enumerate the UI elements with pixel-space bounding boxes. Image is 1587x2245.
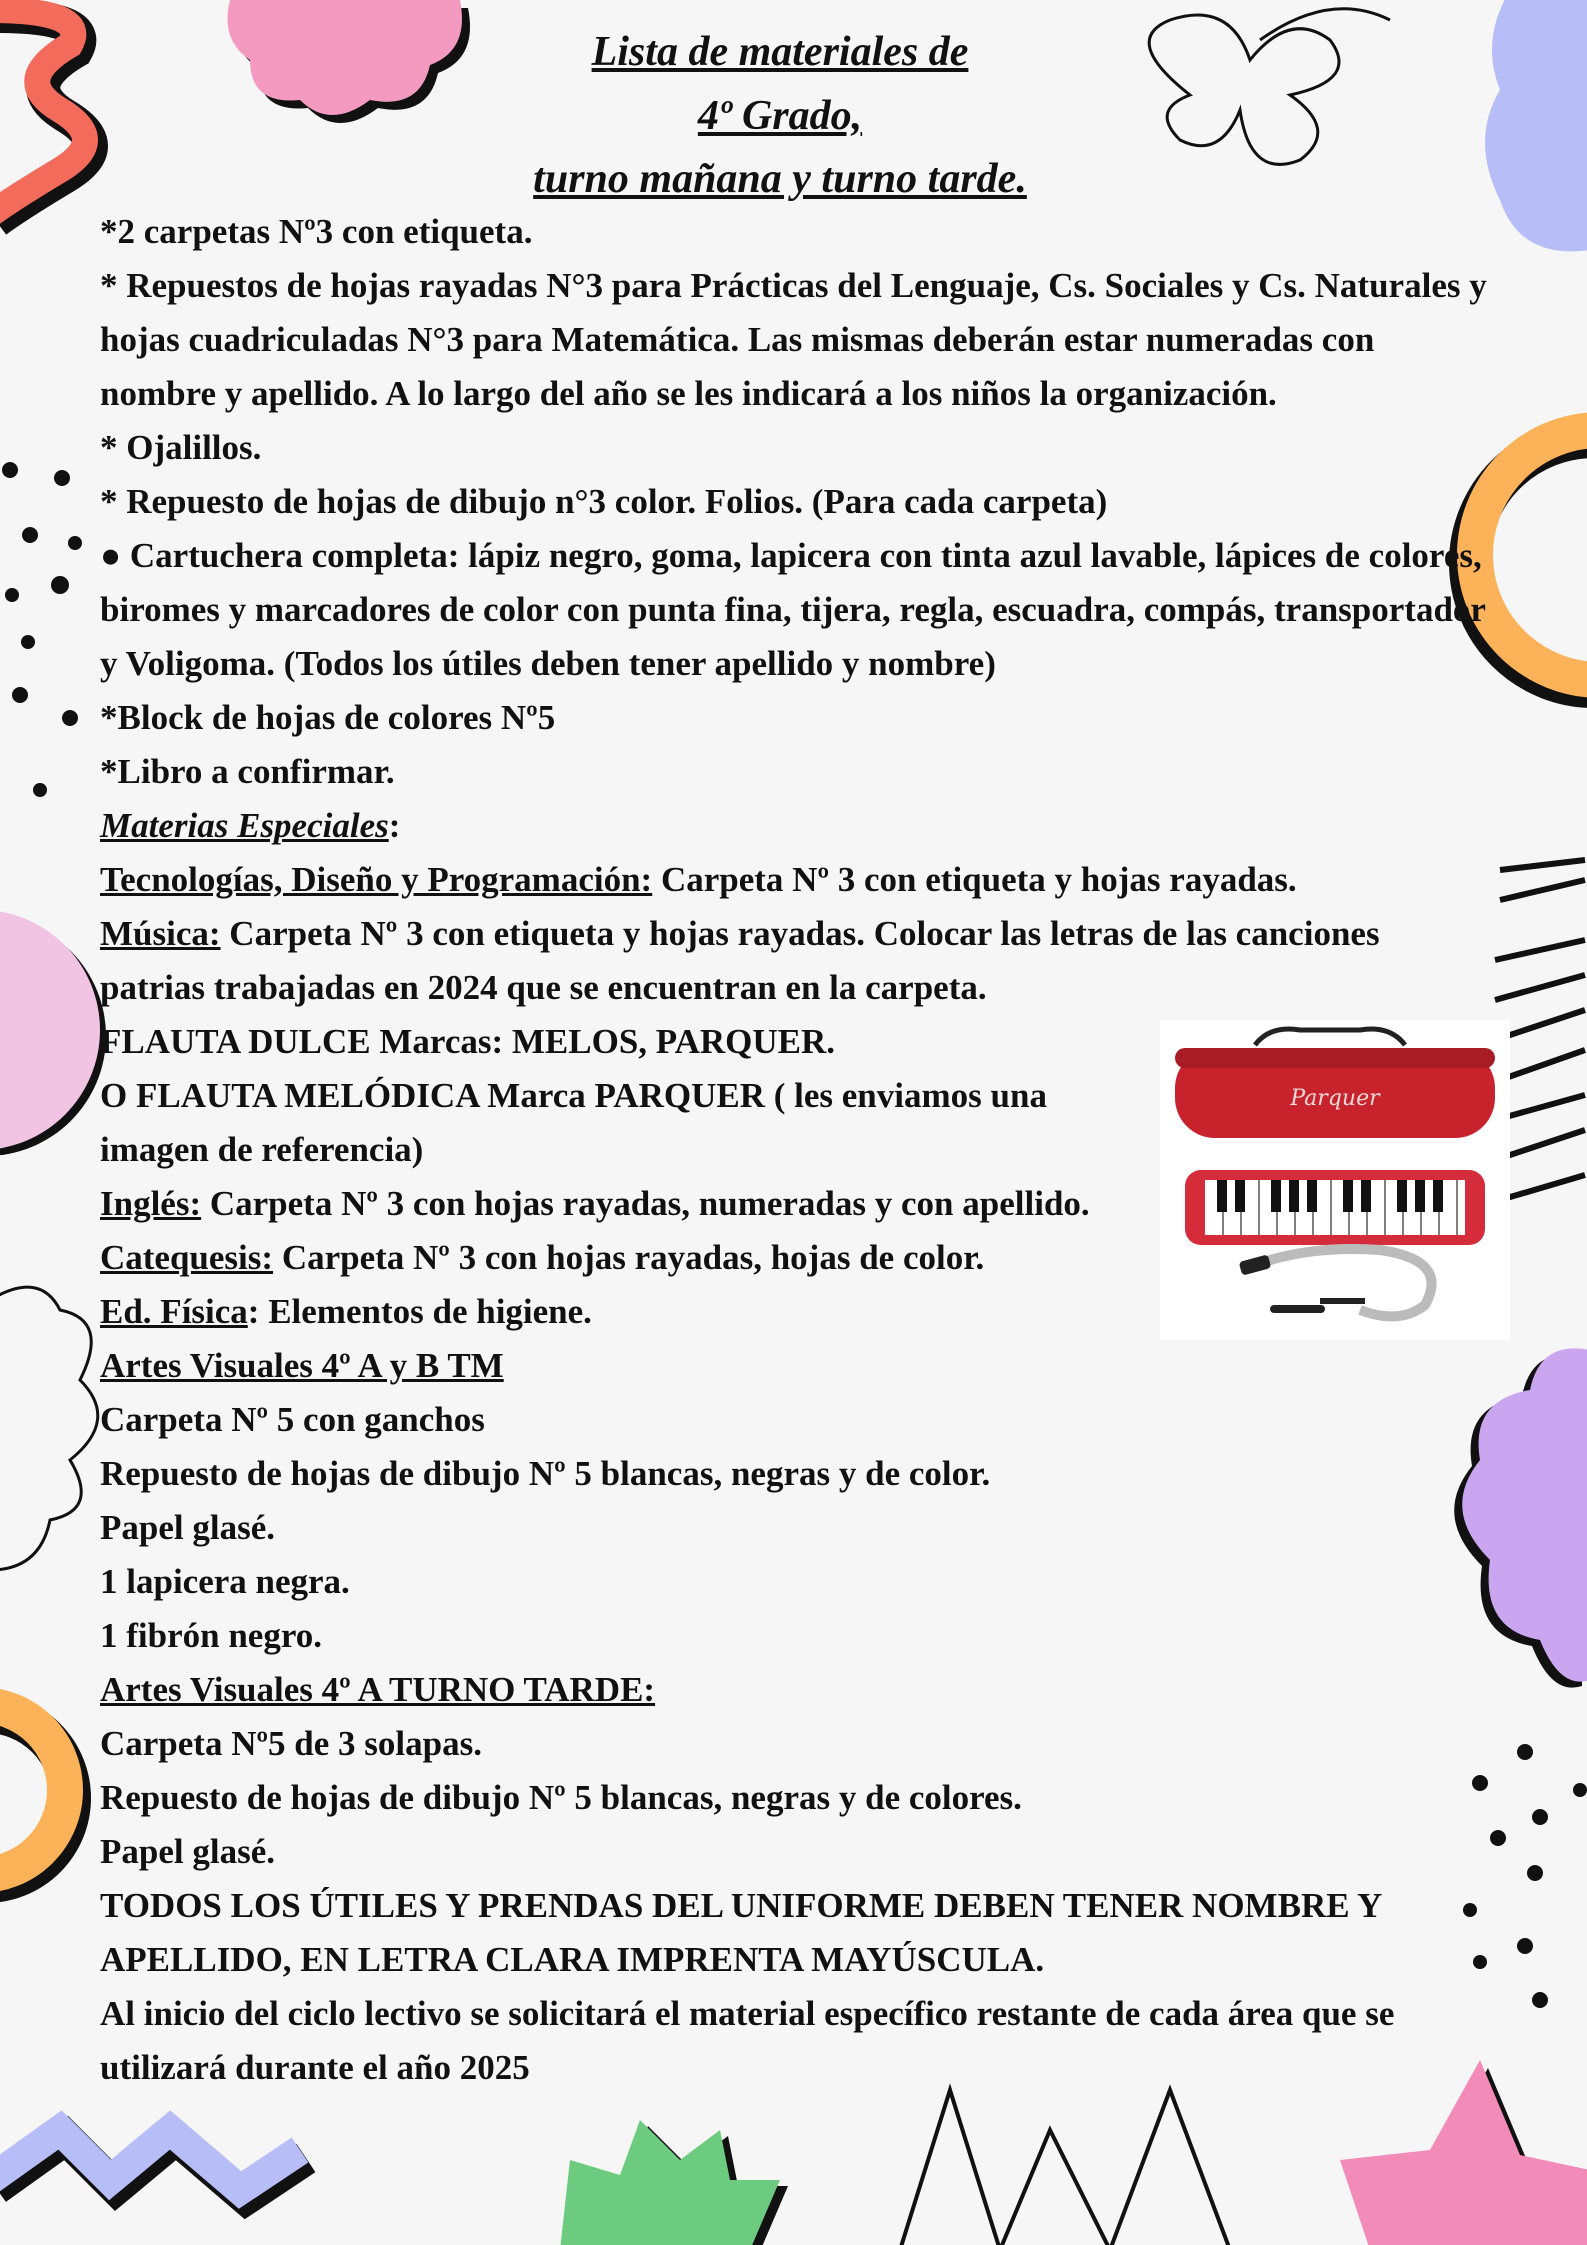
left-dots — [2, 462, 82, 797]
item-flauta: FLAUTA DULCE Marcas: MELOS, PARQUER. — [100, 1022, 835, 1061]
artes-tm-item: 1 fibrón negro. — [100, 1616, 322, 1655]
artes-tm-heading: Artes Visuales 4º A y B TM — [100, 1346, 504, 1385]
item-tecnologia: Tecnologías, Diseño y Programación: Carpeta Nº 3 con etiqueta y hojas rayadas. — [100, 860, 1297, 899]
artes-tt-item: Papel glasé. — [100, 1832, 275, 1871]
especiales-heading: Materias Especiales: — [100, 806, 401, 845]
item-dibujo: * Repuesto de hojas de dibujo n°3 color. Folios. (Para cada carpeta) — [100, 482, 1108, 521]
item-catequesis: Catequesis: Carpeta Nº 3 con hojas rayadas, hojas de color. — [100, 1238, 985, 1277]
item-musica: Música: Carpeta Nº 3 con etiqueta y hojas rayadas. Colocar las letras de las canciones patrias trabajadas en 2024 que se encuentran en la carpeta. — [100, 914, 1380, 1007]
outline-flower — [1149, 9, 1390, 165]
artes-tt-item: Carpeta Nº5 de 3 solapas. — [100, 1724, 482, 1763]
artes-tt-item: Repuesto de hojas de dibujo Nº 5 blancas, negras y de colores. — [100, 1778, 1022, 1817]
item-ojalillos: * Ojalillos. — [100, 428, 262, 467]
item-melodica-2: imagen de referencia) — [100, 1130, 424, 1169]
footer-inicio: Al inicio del ciclo lectivo se solicitará el material específico restante de cada área que se utilizará durante el año 2025 — [100, 1994, 1395, 2087]
item-fisica: Ed. Física: Elementos de higiene. — [100, 1292, 592, 1331]
item-ingles: Inglés: Carpeta Nº 3 con hojas rayadas, numeradas y con apellido. — [100, 1184, 1090, 1223]
title-line-3: turno mañana y turno tarde. — [533, 156, 1027, 202]
item-repuestos: * Repuestos de hojas rayadas N°3 para Prácticas del Lenguaje, Cs. Sociales y Cs. Naturales y hojas cuadriculadas N°3 para Matemática. Las mismas deberán estar numeradas con nombre y apellido. A lo largo del año se les indicará a los niños la organización. — [100, 266, 1487, 413]
artes-tm-item: Repuesto de hojas de dibujo Nº 5 blancas, negras y de color. — [100, 1454, 991, 1493]
title-line-1: Lista de materiales de — [591, 29, 969, 75]
artes-tt-heading: Artes Visuales 4º A TURNO TARDE: — [100, 1670, 656, 1709]
bullet-icon: ● — [100, 536, 130, 575]
artes-tm-item: Papel glasé. — [100, 1508, 275, 1547]
title-line-2: 4º Grado, — [697, 93, 863, 139]
outline-zigzag — [900, 2090, 1230, 2245]
artes-tm-item: 1 lapicera negra. — [100, 1562, 350, 1601]
melodica-illustration — [1160, 1020, 1510, 1340]
item-melodica-1: O FLAUTA MELÓDICA Marca PARQUER ( les enviamos una — [100, 1076, 1047, 1115]
footer-uniforme: TODOS LOS ÚTILES Y PRENDAS DEL UNIFORME DEBEN TENER NOMBRE Y APELLIDO, EN LETRA CLARA IMPRENTA MAYÚSCULA. — [100, 1886, 1381, 1979]
outline-cloud — [0, 1287, 98, 1570]
lavender-blob — [1485, 0, 1587, 251]
melodica-image — [1160, 1020, 1510, 1340]
item-block: *Block de hojas de colores Nº5 — [100, 698, 556, 737]
item-libro: *Libro a confirmar. — [100, 752, 395, 791]
item-carpetas: *2 carpetas Nº3 con etiqueta. — [100, 212, 533, 251]
item-cartuchera: ● Cartuchera completa: lápiz negro, goma, lapicera con tinta azul lavable, lápices de colores, biromes y marcadores de color con punta fina, tijera, regla, escuadra, compás, transportador y Voligoma. (Todos los útiles deben tener apellido y nombre) — [100, 536, 1486, 683]
artes-tm-item: Carpeta Nº 5 con ganchos — [100, 1400, 485, 1439]
case-brand-label: Parquer — [1290, 1086, 1380, 1111]
